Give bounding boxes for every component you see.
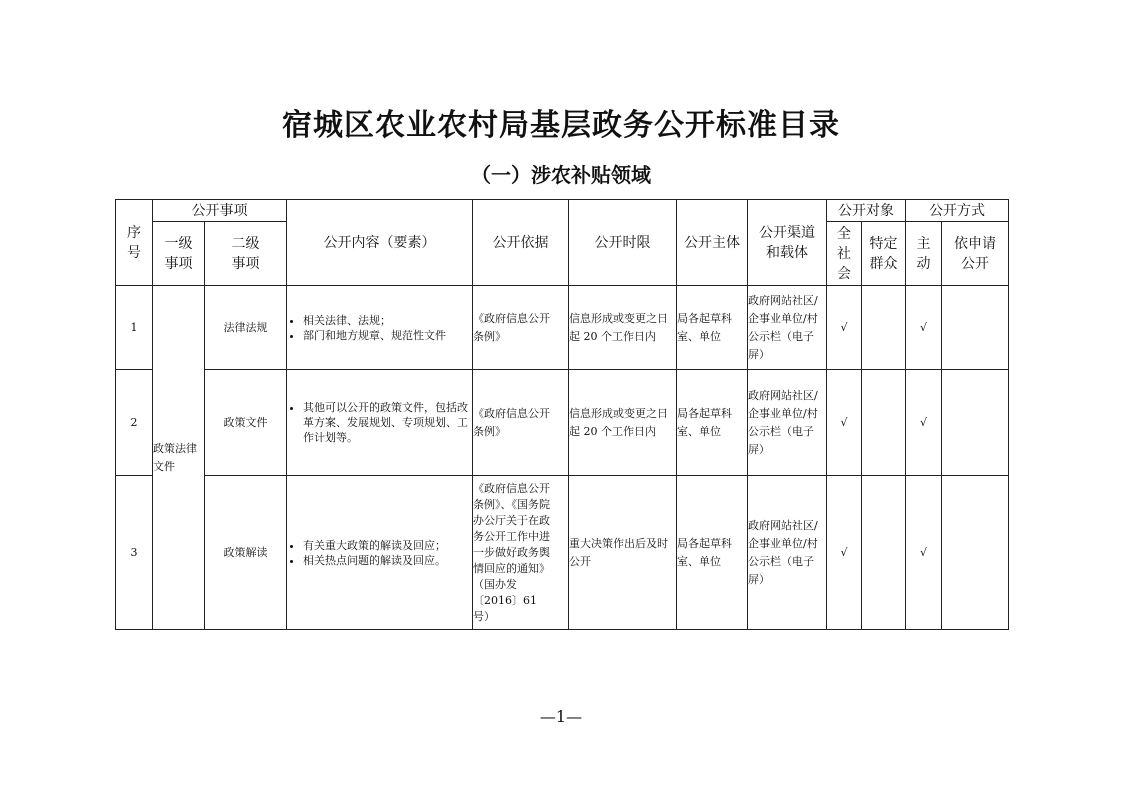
- header-audience-group: 公开对象: [827, 200, 906, 222]
- row-level2: 政策解读: [205, 476, 287, 630]
- header-method-group: 公开方式: [906, 200, 1009, 222]
- header-seq: 序号: [116, 200, 153, 286]
- catalog-table: [115, 199, 1009, 630]
- row-active: √: [906, 286, 942, 370]
- header-on-request: 依申请公开: [942, 222, 1009, 286]
- row-seq: 3: [116, 476, 153, 630]
- row-specific: [862, 476, 906, 630]
- row-level2: 法律法规: [205, 286, 287, 370]
- header-subject: 公开主体: [677, 200, 748, 286]
- header-all-society: 全社会: [827, 222, 862, 286]
- row-time-limit: 信息形成或变更之日起 20 个工作日内: [569, 370, 677, 476]
- row-basis: 《政府信息公开条例》: [473, 370, 569, 476]
- row-time-limit: 重大决策作出后及时公开: [569, 476, 677, 630]
- row-seq: 1: [116, 286, 153, 370]
- header-level2: 二级事项: [205, 222, 287, 286]
- row-seq: 2: [116, 370, 153, 476]
- row-time-limit: 信息形成或变更之日起 20 个工作日内: [569, 286, 677, 370]
- row-on-request: [942, 476, 1009, 630]
- row-specific: [862, 370, 906, 476]
- row-active: √: [906, 370, 942, 476]
- section-subtitle: （一）涉农补贴领域: [471, 163, 651, 187]
- document-title: 宿城区农业农村局基层政务公开标准目录: [282, 108, 840, 143]
- row-channel: 政府网站社区/企事业单位/村公示栏（电子屏）: [748, 370, 827, 476]
- row-subject: 局各起草科室、单位: [677, 370, 748, 476]
- row-subject: 局各起草科室、单位: [677, 476, 748, 630]
- content-item: • 部门和地方规章、规范性文件: [303, 328, 472, 343]
- row-subject: 局各起草科室、单位: [677, 286, 748, 370]
- row-basis: 《政府信息公开条例》: [473, 286, 569, 370]
- header-specific: 特定群众: [862, 222, 906, 286]
- row-all-society: √: [827, 286, 862, 370]
- row-on-request: [942, 370, 1009, 476]
- header-channel: 公开渠道和载体: [748, 200, 827, 286]
- header-items-group: 公开事项: [153, 200, 287, 222]
- content-item: • 相关热点问题的解读及回应。: [303, 553, 472, 568]
- header-level1: 一级事项: [153, 222, 205, 286]
- table-row: [116, 370, 1009, 476]
- row-content: [287, 476, 473, 630]
- row-all-society: √: [827, 476, 862, 630]
- content-item: • 有关重大政策的解读及回应；: [303, 538, 472, 553]
- row-on-request: [942, 286, 1009, 370]
- row-level1: 政策法律文件: [153, 286, 205, 630]
- row-channel: 政府网站社区/企事业单位/村公示栏（电子屏）: [748, 476, 827, 630]
- table-row: [116, 476, 1009, 630]
- page-number: —1—: [539, 707, 583, 726]
- header-content: 公开内容（要素）: [287, 200, 473, 286]
- header-active: 主动: [906, 222, 942, 286]
- header-basis: 公开依据: [473, 200, 569, 286]
- row-content: [287, 370, 473, 476]
- row-channel: 政府网站社区/企事业单位/村公示栏（电子屏）: [748, 286, 827, 370]
- content-item: • 其他可以公开的政策文件，包括改革方案、发展规划、专项规划、工作计划等。: [303, 400, 472, 445]
- row-active: √: [906, 476, 942, 630]
- row-specific: [862, 286, 906, 370]
- row-content: [287, 286, 473, 370]
- content-item: • 相关法律、法规；: [303, 313, 472, 328]
- row-basis: 《政府信息公开条例》、《国务院办公厅关于在政务公开工作中进一步做好政务舆情回应的通知》（国办发〔2016〕61 号）: [473, 476, 569, 630]
- table-row: [116, 286, 1009, 370]
- row-level2: 政策文件: [205, 370, 287, 476]
- row-all-society: √: [827, 370, 862, 476]
- header-time-limit: 公开时限: [569, 200, 677, 286]
